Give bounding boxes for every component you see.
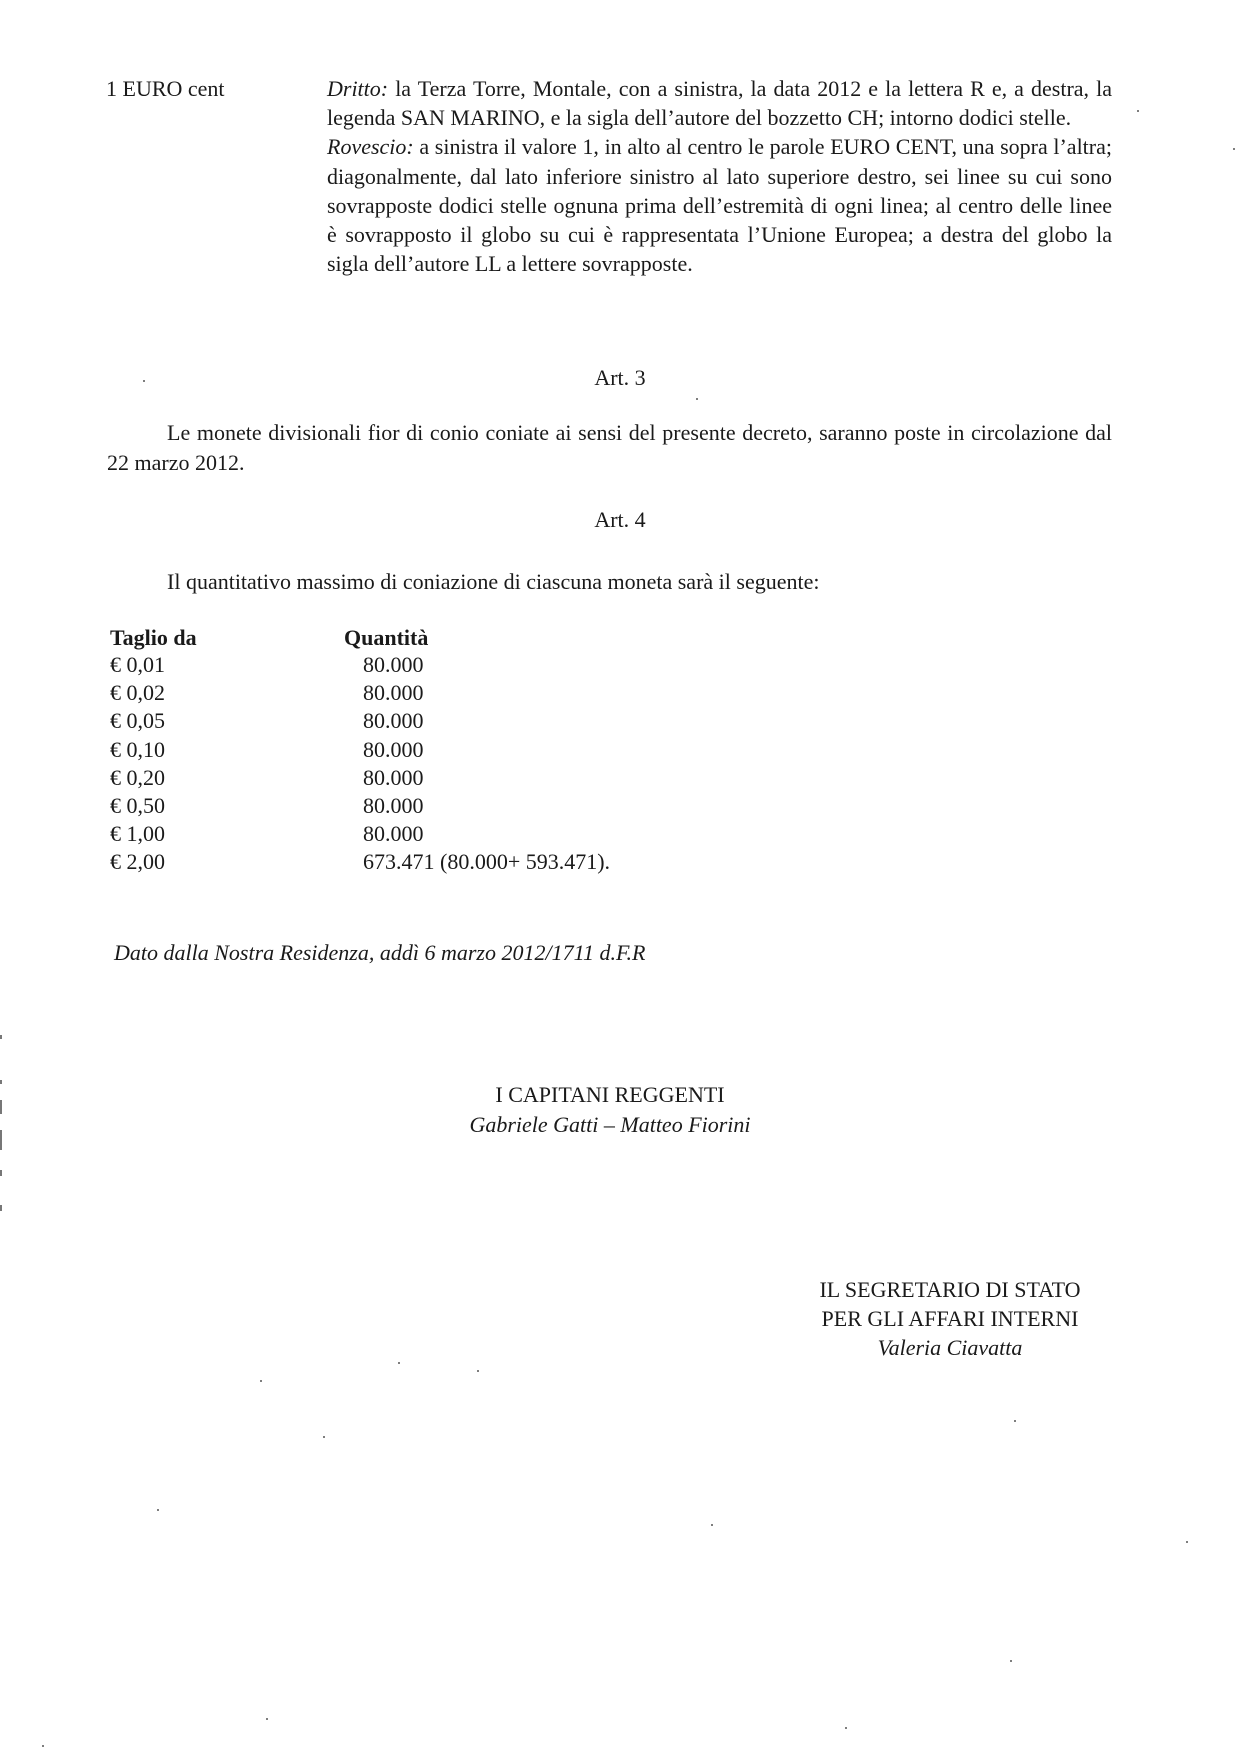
scan-edge-mark bbox=[0, 1130, 2, 1150]
coin-description bbox=[327, 74, 1112, 278]
scan-speck bbox=[266, 1718, 268, 1720]
table-row bbox=[110, 707, 810, 735]
quantita-cell: 80.000 bbox=[363, 708, 424, 734]
table-row bbox=[110, 764, 810, 792]
scan-speck bbox=[398, 1362, 400, 1364]
scan-speck bbox=[696, 398, 698, 400]
taglio-cell: € 0,02 bbox=[110, 680, 165, 706]
taglio-cell: € 1,00 bbox=[110, 821, 165, 847]
regenti-signature-block bbox=[430, 1080, 790, 1140]
segretario-name: Valeria Ciavatta bbox=[877, 1335, 1023, 1360]
scan-speck bbox=[477, 1370, 479, 1372]
rovescio-label: Rovescio: bbox=[327, 134, 414, 160]
scan-speck bbox=[711, 1524, 713, 1526]
table-row bbox=[110, 820, 810, 848]
quantita-cell: 80.000 bbox=[363, 821, 424, 847]
taglio-cell: € 2,00 bbox=[110, 849, 165, 875]
scan-speck bbox=[157, 1509, 159, 1511]
article-4-title: Art. 4 bbox=[594, 507, 646, 532]
scan-speck bbox=[1233, 148, 1235, 150]
scan-speck bbox=[42, 1745, 44, 1747]
quantita-cell: 673.471 (80.000+ 593.471). bbox=[363, 849, 611, 875]
coin-denomination-label: 1 EURO cent bbox=[106, 76, 225, 101]
quantita-cell: 80.000 bbox=[363, 764, 424, 790]
scan-edge-mark bbox=[0, 1205, 2, 1211]
regenti-names: Gabriele Gatti – Matteo Fiorini bbox=[469, 1112, 751, 1137]
dritto-paragraph bbox=[327, 74, 1112, 132]
taglio-cell: € 0,01 bbox=[110, 652, 165, 677]
scan-speck bbox=[1010, 1660, 1012, 1662]
scan-edge-mark bbox=[0, 1080, 2, 1084]
dritto-text: la Terza Torre, Montale, con a sinistra, la data 2012 e la lettera R e, a destra, la legenda SAN MARINO, e la sigla dell’autore del bozzetto CH; intorno dodici stelle. bbox=[327, 76, 1112, 131]
date-place-line: Dato dalla Nostra Residenza, addì 6 marzo 2012/1711 d.F.R bbox=[114, 940, 646, 965]
quantity-table bbox=[110, 651, 810, 877]
quantita-cell: 80.000 bbox=[363, 680, 424, 706]
scan-edge-mark bbox=[0, 1170, 2, 1176]
quantita-cell: 80.000 bbox=[363, 652, 424, 677]
regenti-title: I CAPITANI REGGENTI bbox=[495, 1082, 725, 1107]
taglio-cell: € 0,20 bbox=[110, 764, 165, 790]
scan-speck bbox=[1186, 1541, 1188, 1543]
taglio-cell: € 0,50 bbox=[110, 792, 165, 818]
table-row bbox=[110, 848, 810, 876]
quantita-cell: 80.000 bbox=[363, 792, 424, 818]
table-row bbox=[110, 651, 810, 679]
article-4-text: Il quantitativo massimo di coniazione di ciascuna moneta sarà il seguente: bbox=[167, 569, 820, 594]
table-header-taglio: Taglio da bbox=[110, 625, 197, 650]
table-header-quantita: Quantità bbox=[344, 625, 429, 650]
dritto-label: Dritto: bbox=[327, 76, 389, 101]
rovescio-paragraph bbox=[327, 132, 1112, 278]
scan-speck bbox=[845, 1727, 847, 1729]
scan-speck bbox=[143, 380, 145, 382]
article-3-text: Le monete divisionali fior di conio coniate ai sensi del presente decreto, saranno poste in circolazione dal 22 marzo 2012. bbox=[107, 420, 1112, 475]
taglio-cell: € 0,05 bbox=[110, 708, 165, 734]
rovescio-text: a sinistra il valore 1, in alto al centro le parole EURO CENT, una sopra l’altra; diagonalmente, dal lato inferiore sinistro al lato superiore destro, sei linee su cui sono sovrapposte dodici stelle ognuna prima dell’estremità di ogni linea; al centro delle linee è sovrapposto il globo su cui è rappresentata l’Unione Europea; a destra del globo la sigla dell’autore LL a lettere sovrapposte. bbox=[327, 134, 1112, 277]
segretario-title-line1: IL SEGRETARIO DI STATO bbox=[819, 1277, 1081, 1302]
article-3-title: Art. 3 bbox=[594, 365, 646, 390]
scan-speck bbox=[323, 1436, 325, 1438]
segretario-title-line2: PER GLI AFFARI INTERNI bbox=[821, 1306, 1079, 1331]
scan-speck bbox=[260, 1380, 262, 1382]
scan-speck bbox=[1137, 110, 1139, 112]
scan-edge-mark bbox=[0, 1100, 2, 1114]
table-row bbox=[110, 736, 810, 764]
table-row bbox=[110, 679, 810, 707]
quantita-cell: 80.000 bbox=[363, 736, 424, 762]
table-row bbox=[110, 792, 810, 820]
scan-speck bbox=[1014, 1420, 1016, 1422]
segretario-signature-block bbox=[770, 1275, 1130, 1362]
scan-edge-mark bbox=[0, 1035, 2, 1039]
taglio-cell: € 0,10 bbox=[110, 736, 165, 762]
